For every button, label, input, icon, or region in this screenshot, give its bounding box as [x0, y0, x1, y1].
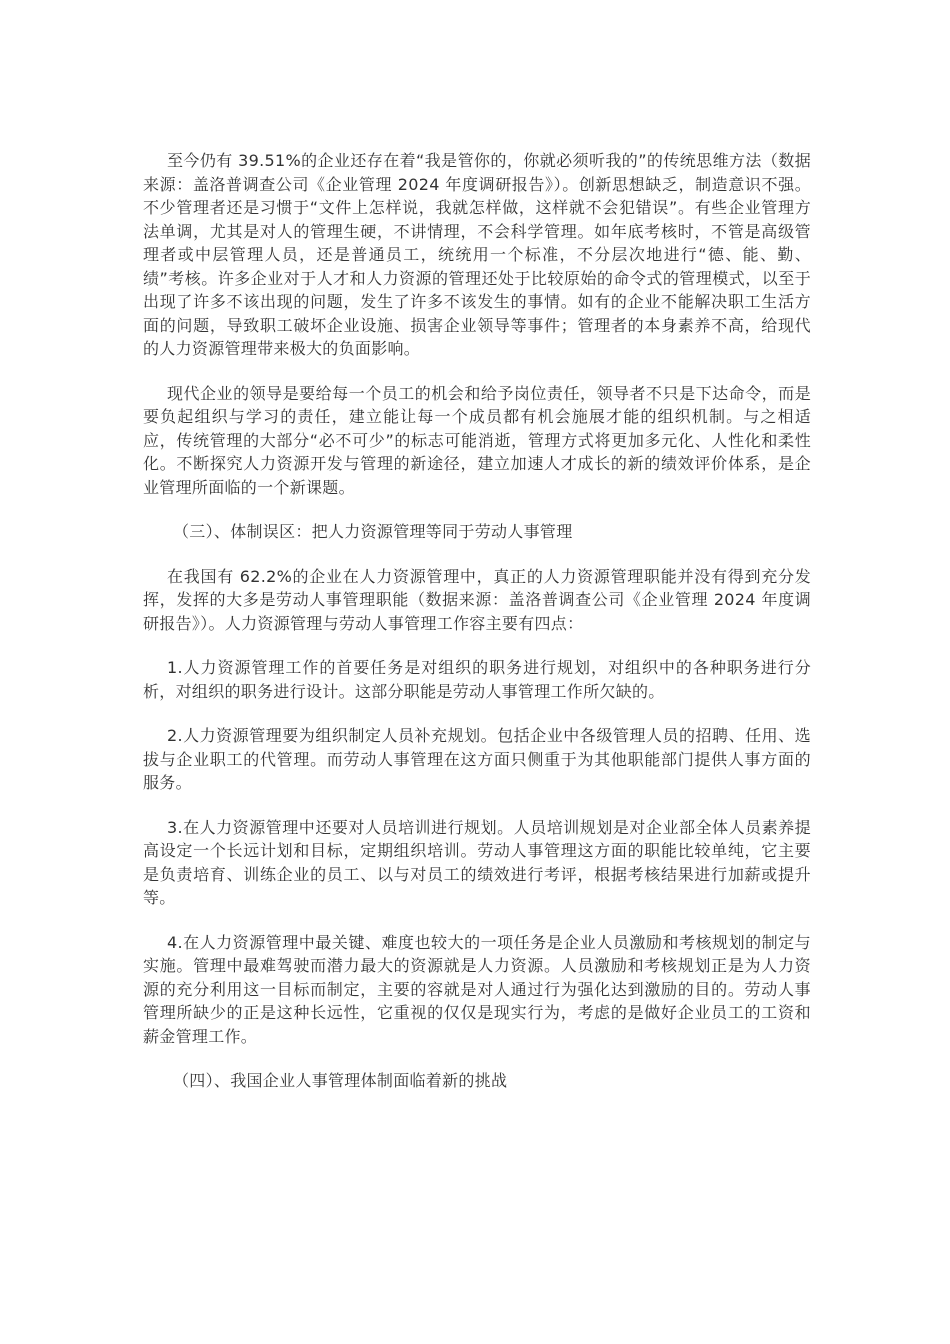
- list-item-4: 4.在人力资源管理中最关键、难度也较大的一项任务是企业人员激励和考核规划的制定与实施。管理中最难驾驶而潜力最大的资源就是人力资源。人员激励和考核规划正是为人力资源的充分利用这一目标而制定，主要的容就是对人通过行为强化达到激励的目的。劳动人事管理所缺少的正是这种长远性，它重视的仅仅是现实行为，考虑的是做好企业员工的工资和薪金管理工作。: [143, 932, 811, 1046]
- document-body: [143, 149, 811, 1114]
- list-item-3: 3.在人力资源管理中还要对人员培训进行规划。人员培训规划是对企业部全体人员素养提高设定一个长远计划和目标，定期组织培训。劳动人事管理这方面的职能比较单纯，它主要是负责培育、训练企业的员工、以与对员工的绩效进行考评，根据考核结果进行加薪或提升等。: [143, 817, 811, 907]
- paragraph-hr-functions-intro: 在我国有 62.2%的企业在人力资源管理中，真正的人力资源管理职能并没有得到充分发挥，发挥的大多是劳动人事管理职能（数据来源：盖洛普调查公司《企业管理 2024 年度调研报告》）。人力资源管理与劳动人事管理工作容主要有四点：: [143, 566, 811, 633]
- list-item-1: 1.人力资源管理工作的首要任务是对组织的职务进行规划，对组织中的各种职务进行分析，对组织的职务进行设计。这部分职能是劳动人事管理工作所欠缺的。: [143, 658, 811, 701]
- paragraph-modern-leadership: 现代企业的领导是要给每一个员工的机会和给予岗位责任，领导者不只是下达命令，而是要负起组织与学习的责任，建立能让每一个成员都有机会施展才能的组织机制。与之相适应，传统管理的大部分“必不可少”的标志可能消逝，管理方式将更加多元化、人性化和柔性化。不断探究人力资源开发与管理的新途径，建立加速人才成长的新的绩效评价体系，是企业管理所面临的一个新课题。: [143, 383, 811, 497]
- list-item-2: 2.人力资源管理要为组织制定人员补充规划。包括企业中各级管理人员的招聘、任用、选拔与企业职工的代管理。而劳动人事管理在这方面只侧重于为其他职能部门提供人事方面的服务。: [143, 726, 811, 792]
- section-heading-3: （三）、体制误区：把人力资源管理等同于劳动人事管理: [173, 522, 573, 541]
- paragraph-traditional-thinking: 至今仍有 39.51%的企业还存在着“我是管你的，你就必须听我的”的传统思维方法（数据来源：盖洛普调查公司《企业管理 2024 年度调研报告》）。创新思想缺乏，制造意识不强。不少管理者还是习惯于“文件上怎样说，我就怎样做，这样就不会犯错误”。有些企业管理方法单调，尤其是对人的管理生硬，不讲情理，不会科学管理。如年底考核时，不管是高级管理者或中层管理人员，还是普通员工，统统用一个标准，不分层次地进行“德、能、勤、绩”考核。许多企业对于人才和人力资源的管理还处于比较原始的命令式的管理模式，以至于出现了许多不该出现的问题，发生了许多不该发生的事情。如有的企业不能解决职工生活方面的问题，导致职工破坏企业设施、损害企业领导等事件；管理者的本身素养不高，给现代的人力资源管理带来极大的负面影响。: [143, 151, 811, 358]
- section-heading-4: （四）、我国企业人事管理体制面临着新的挑战: [173, 1071, 508, 1090]
